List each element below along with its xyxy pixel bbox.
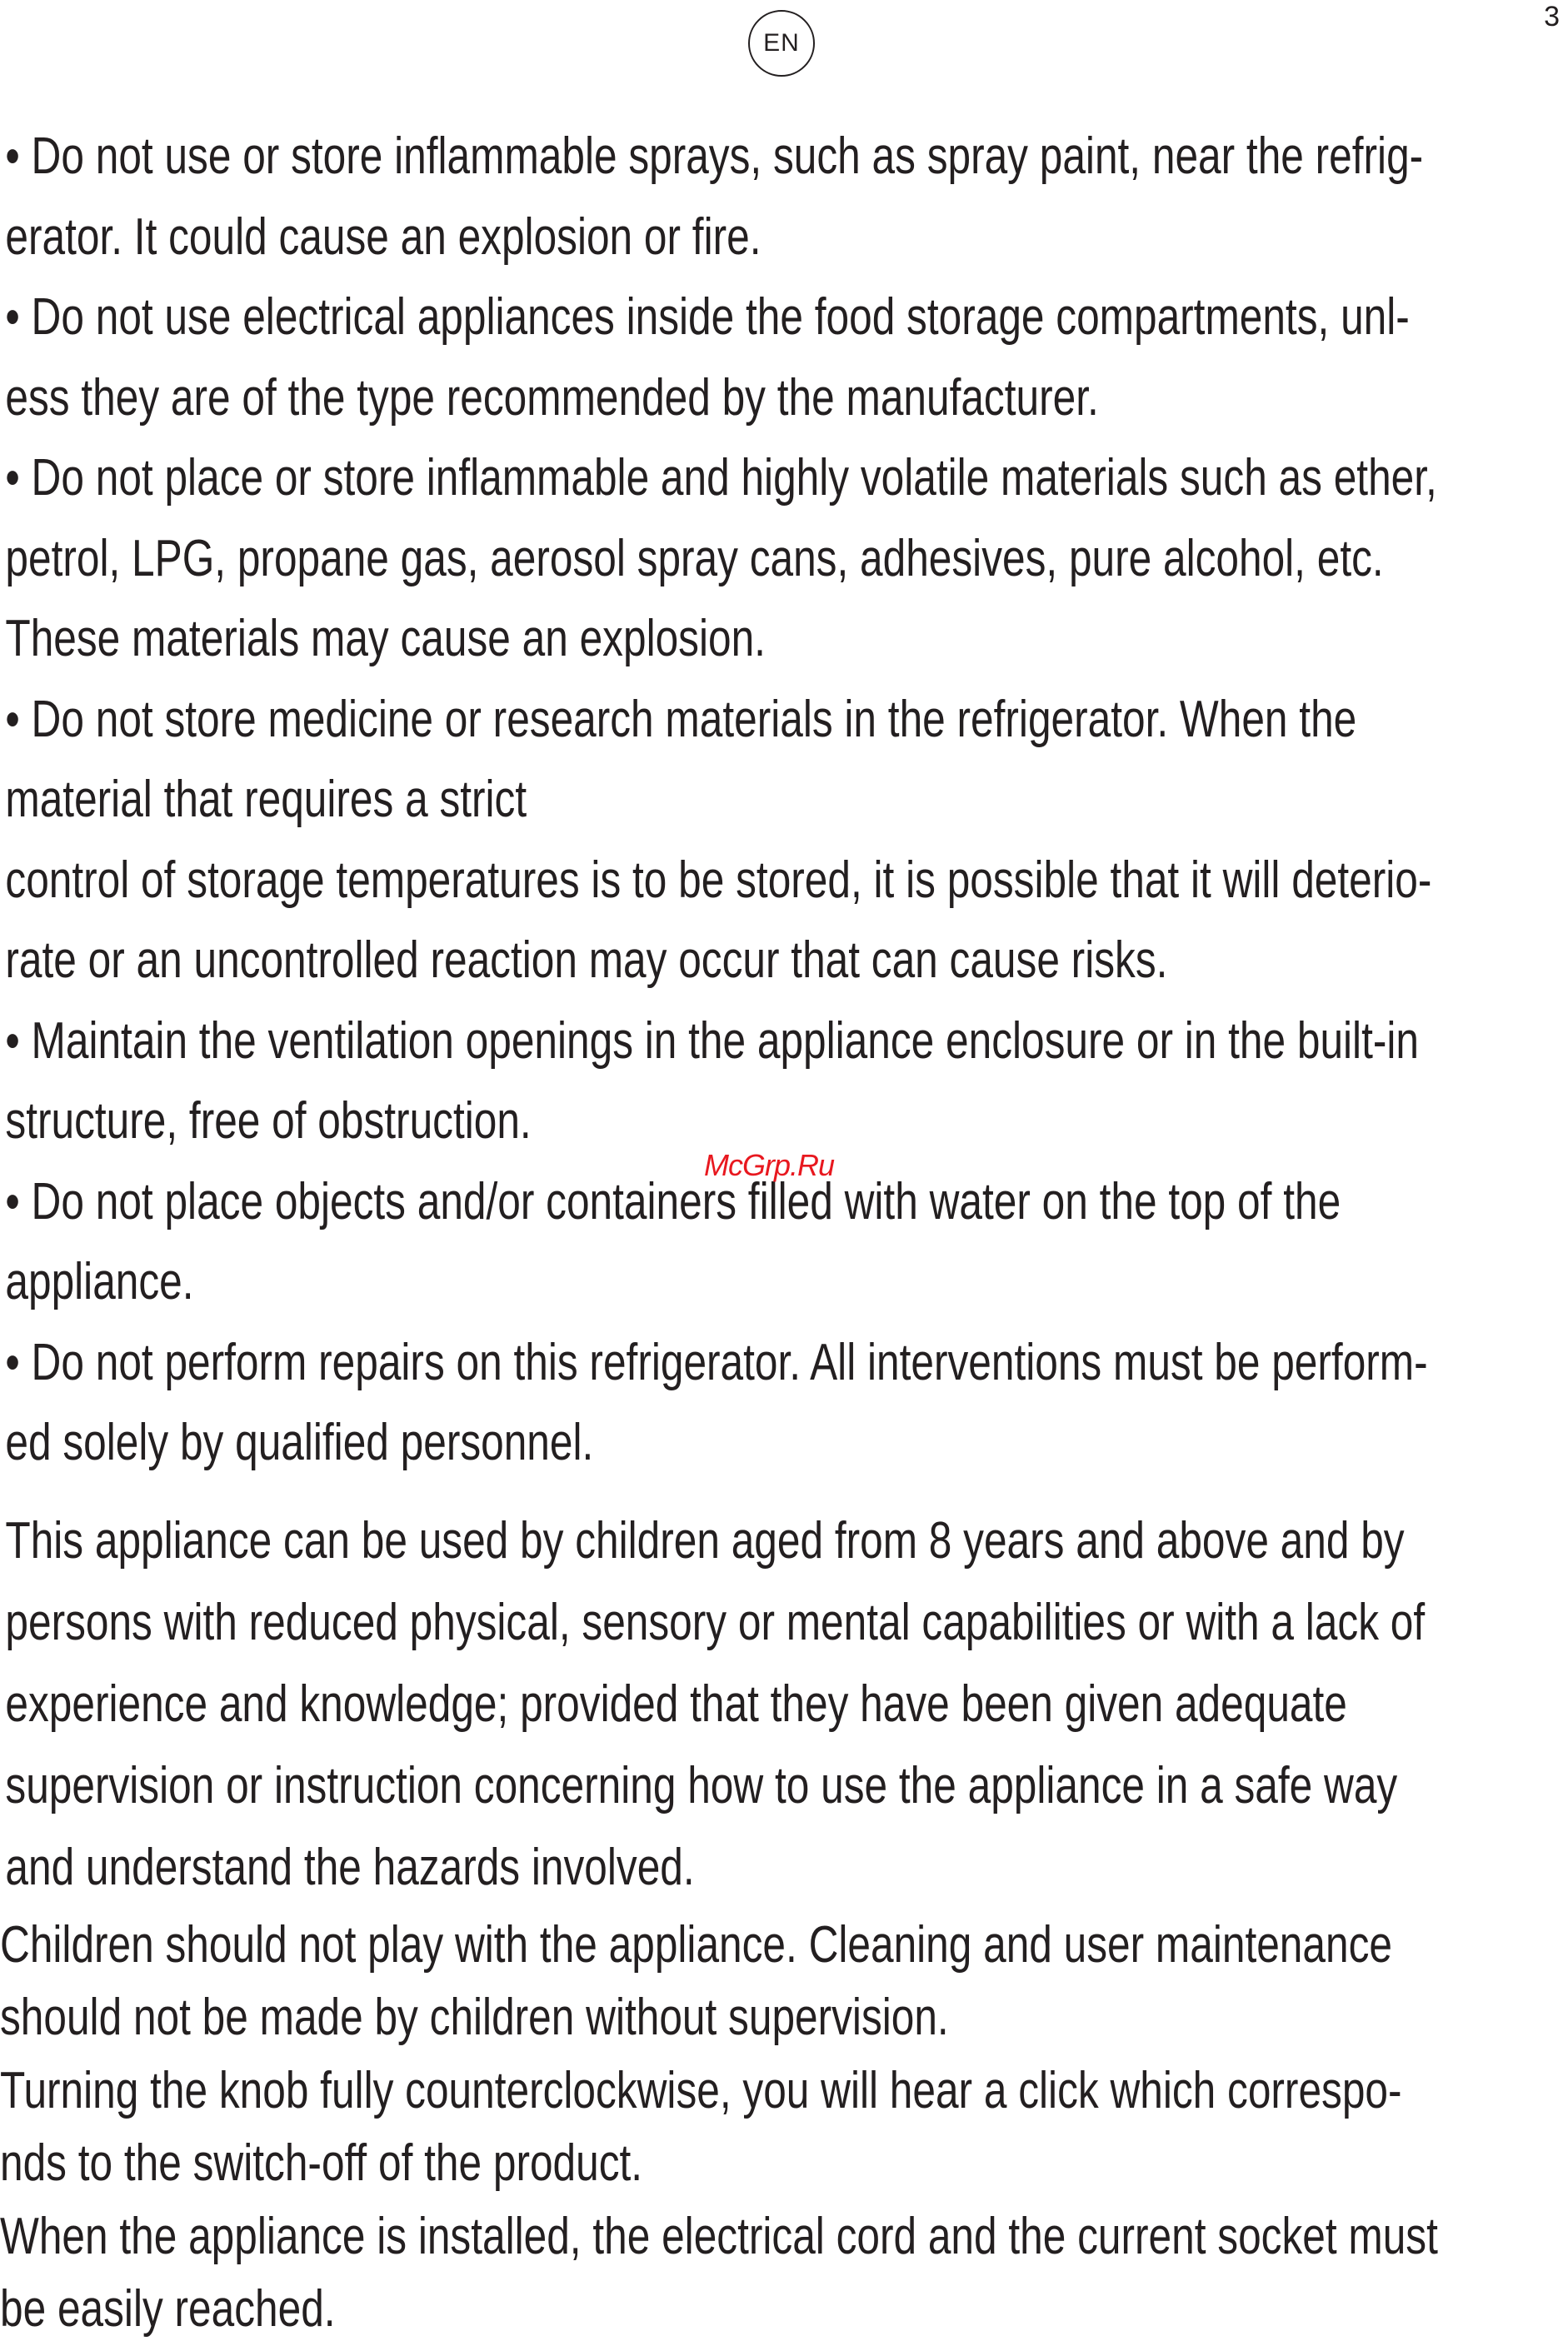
- warning-line: ess they are of the type recommended by the manufacturer.: [5, 368, 1099, 427]
- page-number: 3: [1544, 1, 1560, 32]
- paragraph-line: and understand the hazards involved.: [5, 1838, 695, 1896]
- note-line: should not be made by children without supervision.: [0, 1989, 949, 2046]
- warning-line: • Do not use electrical appliances inside the food storage compartments, unl-: [5, 288, 1410, 346]
- warning-line: rate or an uncontrolled reaction may occur that can cause risks.: [5, 931, 1168, 989]
- warning-line: ed solely by qualified personnel.: [5, 1414, 594, 1471]
- note-line: When the appliance is installed, the electrical cord and the current socket must: [0, 2207, 1438, 2265]
- warning-line: appliance.: [5, 1253, 194, 1310]
- warning-line: erator. It could cause an explosion or fire.: [5, 207, 762, 266]
- warning-line: • Do not place or store inflammable and highly volatile materials such as ether,: [5, 449, 1437, 507]
- note-line: Turning the knob fully counterclockwise, you will hear a click which correspo-: [0, 2061, 1402, 2119]
- warning-line: These materials may cause an explosion.: [5, 610, 766, 667]
- language-badge: EN: [748, 10, 815, 77]
- note-line: nds to the switch-off of the product.: [0, 2134, 643, 2192]
- warning-line: structure, free of obstruction.: [5, 1092, 532, 1150]
- watermark: McGrp.Ru: [704, 1148, 835, 1182]
- warning-line: • Do not store medicine or research materials in the refrigerator. When the: [5, 690, 1357, 748]
- warning-line: material that requires a strict: [5, 771, 527, 828]
- paragraph-line: persons with reduced physical, sensory or mental capabilities or with a lack of: [5, 1593, 1426, 1651]
- safety-warnings-list: [0, 117, 1558, 1484]
- paragraph-line: supervision or instruction concerning how to use the appliance in a safe way: [5, 1756, 1398, 1814]
- warning-line: control of storage temperatures is to be stored, it is possible that it will deterio-: [5, 851, 1432, 909]
- warning-line: petrol, LPG, propane gas, aerosol spray cans, adhesives, pure alcohol, etc.: [5, 529, 1384, 587]
- note-line: be easily reached.: [0, 2280, 336, 2338]
- warning-line: • Do not perform repairs on this refrigerator. All interventions must be perform-: [5, 1333, 1428, 1391]
- warning-line: • Do not use or store inflammable sprays, such as spray paint, near the refrig-: [5, 127, 1424, 185]
- page-content: [0, 117, 1558, 2346]
- notes-paragraphs: [0, 1909, 1558, 2346]
- note-line: Children should not play with the appliance. Cleaning and user maintenance: [0, 1915, 1392, 1974]
- paragraph-line: experience and knowledge; provided that they have been given adequate: [5, 1675, 1347, 1733]
- paragraph-line: This appliance can be used by children aged from 8 years and above and by: [5, 1511, 1405, 1570]
- warning-line: • Do not place objects and/or containers filled with water on the top of the: [5, 1172, 1341, 1230]
- children-usage-paragraph: [0, 1500, 1558, 1909]
- warning-line: • Maintain the ventilation openings in the appliance enclosure or in the built-in: [5, 1011, 1419, 1070]
